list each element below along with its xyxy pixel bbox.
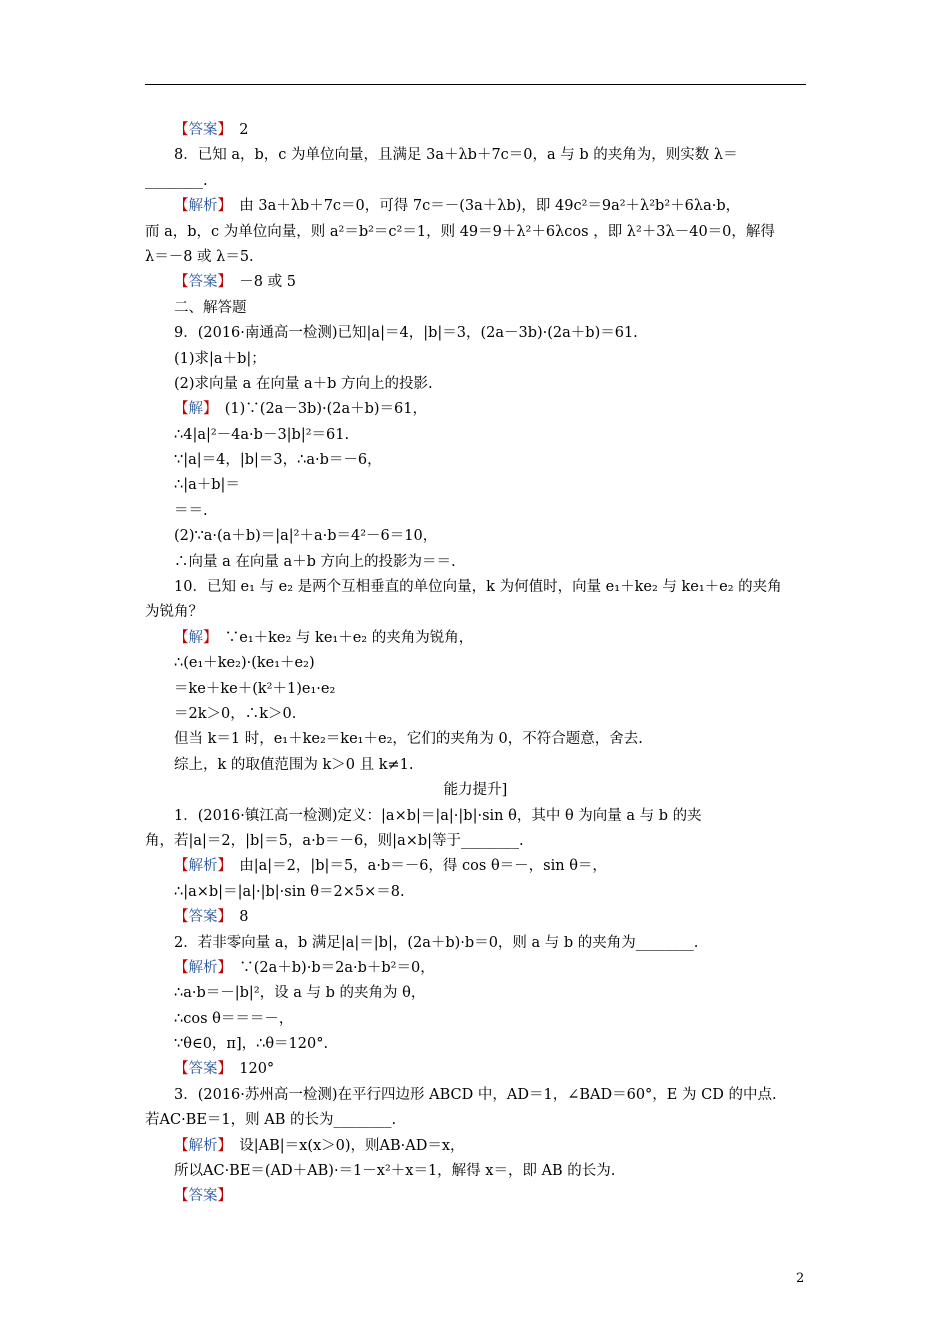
- line-text: 9．(2016·南通高一检测)已知|a|＝4，|b|＝3，(2a－3b)·(2a＋b)＝61.: [174, 325, 638, 342]
- line-text: ∵e₁＋ke₂ 与 ke₁＋e₂ 的夹角为锐角，: [210, 629, 474, 646]
- text-line: [145, 220, 806, 245]
- line-text: 若AC·BE＝1，则 AB 的长为________.: [145, 1112, 397, 1129]
- text-line: [145, 829, 806, 854]
- line-text: 1．(2016·镇江高一检测)定义：|a×b|＝|a|·|b|·sin θ，其中 θ 为向量 a 与 b 的夹: [174, 807, 702, 824]
- line-text: ∴(e₁＋ke₂)·(ke₁＋e₂): [174, 655, 315, 672]
- text-line: [145, 880, 806, 905]
- line-text: 而 a，b，c 为单位向量，则 a²＝b²＝c²＝1，则 49＝9＋λ²＋6λcos ，即 λ²＋3λ－40＝0，解得: [145, 223, 775, 240]
- section-tag: 【答案】: [174, 1188, 232, 1205]
- text-line: [145, 473, 806, 498]
- text-line: [145, 1032, 806, 1057]
- section-tag: 【解】: [174, 629, 211, 646]
- line-text: ∵|a|＝4，|b|＝3，∴a·b＝－6，: [174, 452, 382, 469]
- line-text: 能力提升]: [443, 782, 508, 799]
- line-text: 8: [224, 909, 249, 926]
- section-tag: 【答案】: [174, 274, 225, 291]
- line-text: 3．(2016·苏州高一检测)在平行四边形 ABCD 中，AD＝1，∠BAD＝60°，E 为 CD 的中点.: [174, 1086, 777, 1103]
- line-text: ＝＝.: [174, 502, 208, 519]
- line-text: 综上，k 的取值范围为 k＞0 且 k≠1.: [174, 756, 414, 773]
- text-line: [145, 423, 806, 448]
- text-line: [145, 575, 806, 600]
- section-tag: 【解析】: [174, 1137, 225, 1154]
- line-text: 2．若非零向量 a，b 满足|a|＝|b|，(2a＋b)·b＝0，则 a 与 b 的夹角为________.: [174, 934, 699, 951]
- text-line: [145, 931, 806, 956]
- page-number: 2: [796, 1271, 805, 1286]
- line-text: ∵(2a＋b)·b＝2a·b＋b²＝0，: [224, 959, 435, 976]
- text-line: [145, 854, 806, 879]
- text-line: [145, 169, 806, 194]
- text-line: [145, 321, 806, 346]
- header-rule: [145, 84, 806, 85]
- line-text: 所以AC·BE＝(AD＋AB)·＝1－x²＋x＝1，解得 x＝，即 AB 的长为.: [174, 1163, 616, 1180]
- text-line: [145, 956, 806, 981]
- text-line: [145, 1083, 806, 1108]
- line-text: 设|AB|＝x(x＞0)，则AB·AD＝x，: [224, 1137, 465, 1154]
- text-line: [145, 778, 806, 803]
- text-line: [145, 118, 806, 143]
- text-line: [145, 677, 806, 702]
- text-line: [145, 143, 806, 168]
- text-line: [145, 1108, 806, 1133]
- text-line: [145, 499, 806, 524]
- line-text: ________.: [145, 172, 208, 189]
- text-line: [145, 194, 806, 219]
- text-line: [145, 651, 806, 676]
- line-text: (2)求向量 a 在向量 a＋b 方向上的投影.: [174, 375, 433, 392]
- text-line: [145, 1159, 806, 1184]
- section-tag: 【解】: [174, 401, 211, 418]
- section-tag: 【解析】: [174, 858, 225, 875]
- text-line: [145, 905, 806, 930]
- text-line: [145, 397, 806, 422]
- line-text: 2: [224, 122, 249, 138]
- line-text: ∴cos θ＝＝＝－，: [174, 1010, 294, 1027]
- text-line: [145, 448, 806, 473]
- line-text: 为锐角？: [145, 604, 203, 621]
- line-text: ∵θ∈0，π]，∴θ＝120°.: [174, 1036, 329, 1053]
- text-line: [145, 347, 806, 372]
- line-text: 8．已知 a，b，c 为单位向量，且满足 3a＋λb＋7c＝0，a 与 b 的夹角为，则实数 λ＝: [174, 147, 738, 164]
- text-line: [145, 372, 806, 397]
- text-line: [145, 727, 806, 752]
- line-text: ∴a·b＝－|b|²，设 a 与 b 的夹角为 θ，: [174, 985, 426, 1002]
- text-line: [145, 753, 806, 778]
- section-tag: 【答案】: [174, 909, 225, 926]
- line-text: (1)∵(2a－3b)·(2a＋b)＝61，: [210, 401, 428, 418]
- line-text: λ＝－8 或 λ＝5.: [145, 248, 254, 265]
- text-line: [145, 804, 806, 829]
- line-text: 由 3a＋λb＋7c＝0，可得 7c＝－(3a＋λb)，即 49c²＝9a²＋λ²b²＋6λa·b，: [224, 198, 741, 215]
- section-tag: 【解析】: [174, 198, 225, 215]
- section-tag: 【解析】: [174, 959, 225, 976]
- line-text: (2)∵a·(a＋b)＝|a|²＋a·b＝4²－6＝10，: [174, 528, 438, 545]
- line-text: ∴|a×b|＝|a|·|b|·sin θ＝2×5×＝8.: [174, 883, 405, 900]
- text-line: [145, 550, 806, 575]
- section-tag: 【答案】: [174, 1061, 225, 1078]
- text-line: [145, 296, 806, 321]
- section-tag: 【答案】: [174, 122, 225, 138]
- line-text: 但当 k＝1 时，e₁＋ke₂＝ke₁＋e₂，它们的夹角为 0，不符合题意，舍去.: [174, 731, 643, 748]
- text-line: [145, 600, 806, 625]
- text-line: [145, 702, 806, 727]
- line-text: ∴4|a|²－4a·b－3|b|²＝61.: [174, 426, 350, 443]
- text-line: [145, 245, 806, 270]
- text-line: [145, 270, 806, 295]
- text-line: [145, 626, 806, 651]
- line-text: 二、解答题: [174, 299, 247, 316]
- line-text: ＝ke＋ke＋(k²＋1)e₁·e₂: [174, 680, 336, 697]
- line-text: 角，若|a|＝2，|b|＝5，a·b＝－6，则|a×b|等于________.: [145, 832, 524, 849]
- text-line: [145, 524, 806, 549]
- line-text: ∴|a＋b|＝: [174, 477, 240, 494]
- line-text: ∴向量 a 在向量 a＋b 方向上的投影为＝＝.: [174, 553, 456, 570]
- text-line: [145, 1184, 806, 1209]
- text-line: [145, 1057, 806, 1082]
- line-text: 120°: [224, 1061, 275, 1078]
- text-line: [145, 1134, 806, 1159]
- text-line: [145, 1007, 806, 1032]
- line-text: 由|a|＝2，|b|＝5，a·b＝－6，得 cos θ＝－，sin θ＝，: [224, 858, 607, 875]
- document-body: [145, 118, 806, 1210]
- line-text: ＝2k＞0，∴k＞0.: [174, 705, 297, 722]
- line-text: 10．已知 e₁ 与 e₂ 是两个互相垂直的单位向量，k 为何值时，向量 e₁＋ke₂ 与 ke₁＋e₂ 的夹角: [174, 579, 782, 596]
- text-line: [145, 981, 806, 1006]
- line-text: (1)求|a＋b|；: [174, 350, 266, 367]
- line-text: －8 或 5: [224, 274, 296, 291]
